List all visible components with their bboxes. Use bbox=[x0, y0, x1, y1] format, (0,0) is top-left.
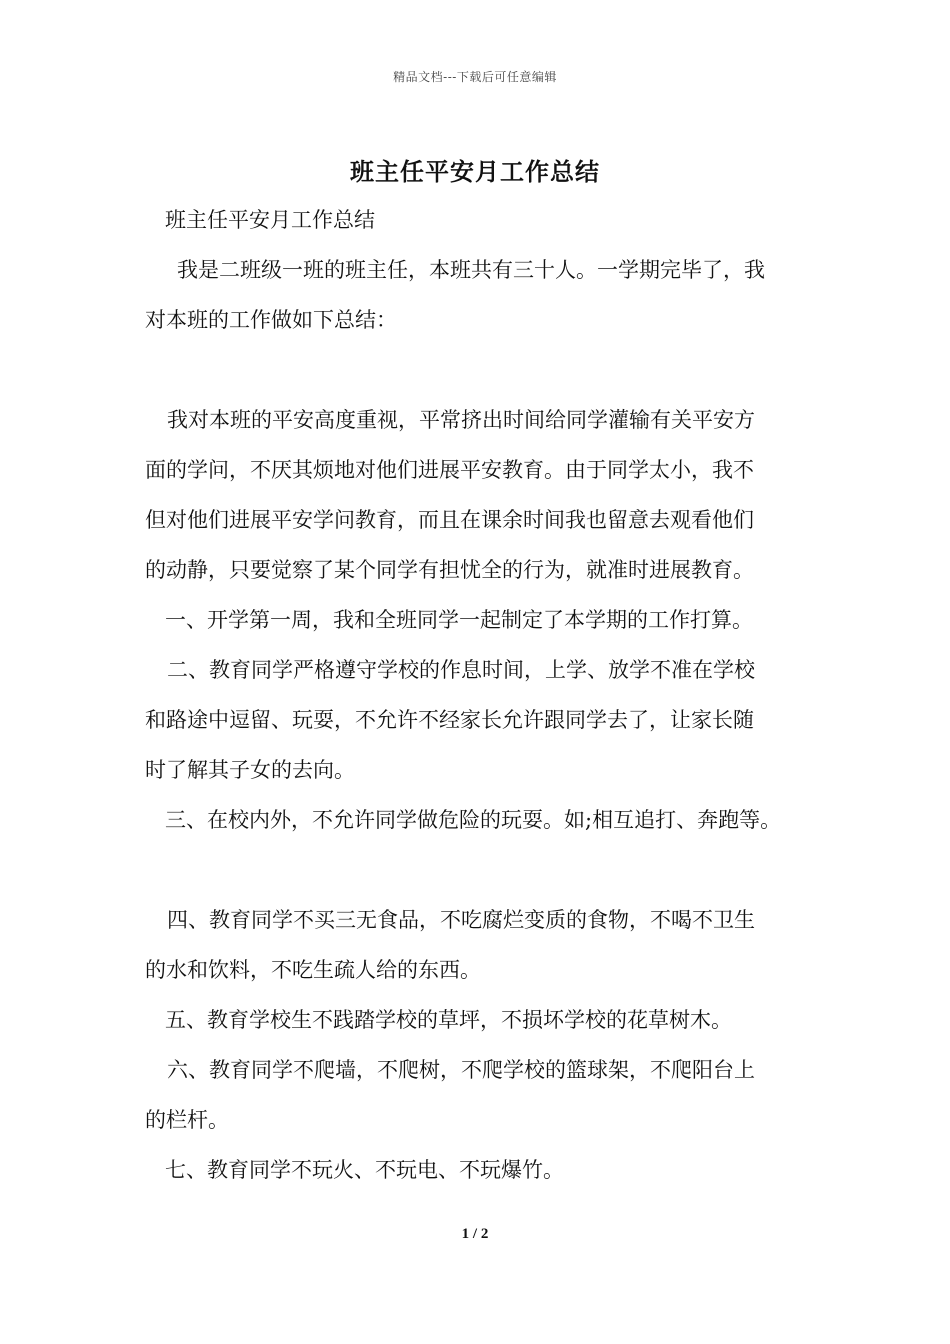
body-block-1 bbox=[145, 195, 815, 345]
body-block-3 bbox=[145, 895, 815, 1195]
body-line: 的水和饮料，不吃生疏人给的东西。 bbox=[145, 958, 481, 982]
body-line: 的动静，只要觉察了某个同学有担忧全的行为，就准时进展教育。 bbox=[145, 558, 754, 582]
body-line: 三、在校内外，不允许同学做危险的玩耍。如;相互追打、奔跑等。 bbox=[165, 808, 782, 832]
body-line: 一、开学第一周，我和全班同学一起制定了本学期的工作打算。 bbox=[165, 608, 753, 632]
body-line: 我对本班的平安高度重视，平常挤出时间给同学灌输有关平安方 bbox=[167, 408, 755, 432]
body-line: 的栏杆。 bbox=[145, 1108, 229, 1132]
body-block-2 bbox=[145, 395, 815, 845]
header-note: 精品文档---下载后可任意编辑 bbox=[393, 70, 557, 84]
body-line: 面的学问，不厌其烦地对他们进展平安教育。由于同学太小，我不 bbox=[145, 458, 754, 482]
body-line: 但对他们进展平安学问教育，而且在课余时间我也留意去观看他们 bbox=[145, 508, 754, 532]
body-line: 班主任平安月工作总结 bbox=[165, 208, 375, 232]
body-line: 四、教育同学不买三无食品，不吃腐烂变质的食物，不喝不卫生 bbox=[167, 908, 755, 932]
body-line: 和路途中逗留、玩耍，不允许不经家长允许跟同学去了，让家长随 bbox=[145, 708, 754, 732]
document-title: 班主任平安月工作总结 bbox=[350, 157, 600, 186]
body-line: 二、教育同学严格遵守学校的作息时间，上学、放学不准在学校 bbox=[167, 658, 755, 682]
body-line: 六、教育同学不爬墙，不爬树，不爬学校的篮球架，不爬阳台上 bbox=[167, 1058, 755, 1082]
body-line: 时了解其子女的去向。 bbox=[145, 758, 355, 782]
body-line: 对本班的工作做如下总结： bbox=[145, 308, 397, 332]
body-line: 五、教育学校生不践踏学校的草坪，不损坏学校的花草树木。 bbox=[165, 1008, 732, 1032]
body-line: 我是二班级一班的班主任，本班共有三十人。一学期完毕了，我 bbox=[177, 258, 765, 282]
page-number: 1 / 2 bbox=[461, 1226, 489, 1242]
body-line: 七、教育同学不玩火、不玩电、不玩爆竹。 bbox=[165, 1158, 564, 1182]
